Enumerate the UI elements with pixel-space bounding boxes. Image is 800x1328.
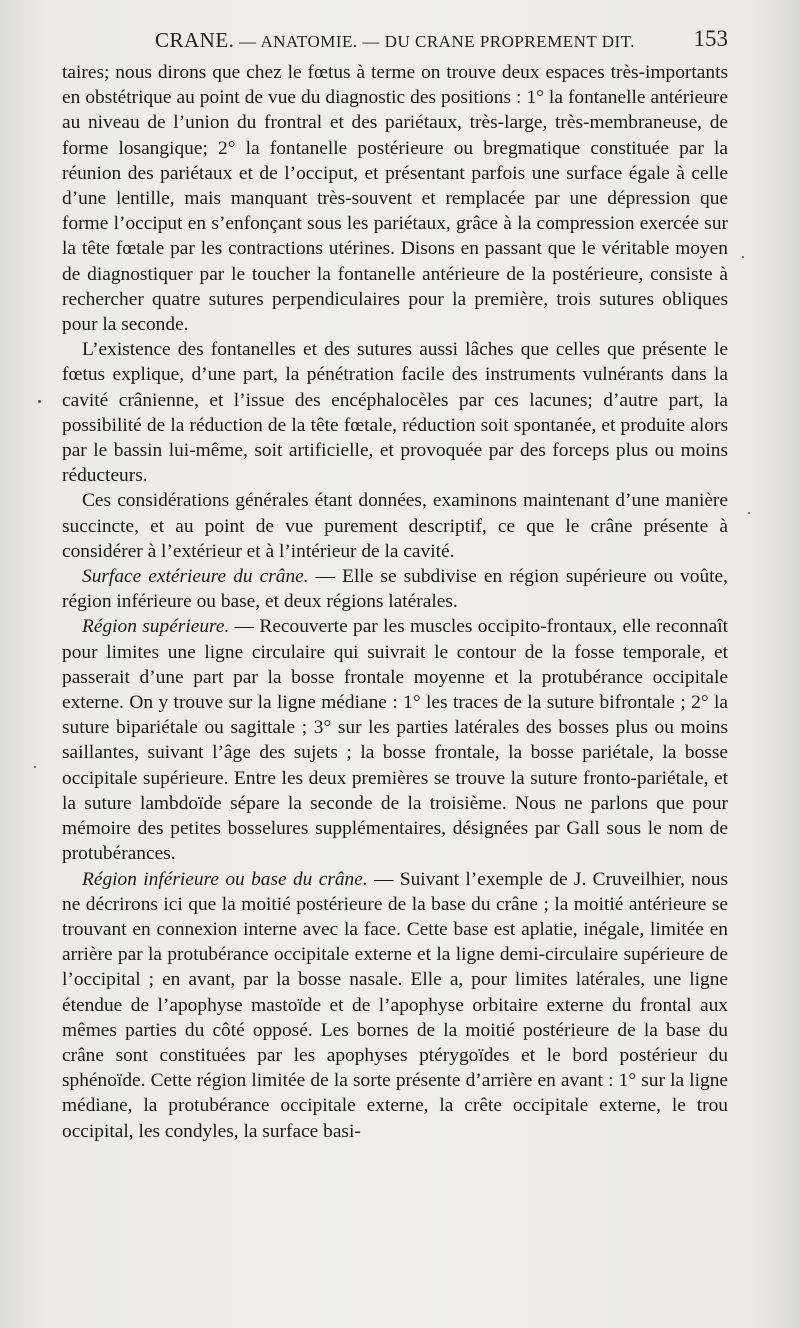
paper-speck (748, 512, 750, 514)
section-heading: Région inférieure ou base du crâne. (82, 868, 368, 890)
running-header (62, 24, 728, 54)
body-text (62, 60, 728, 1144)
paragraph-sutures (62, 337, 728, 488)
page-number: 153 (693, 26, 728, 51)
paragraph-text: taires; nous dirons que chez le fœtus à terme on trouve deux espaces très-importants en obstétrique au point de vue du diagnostic des positions : 1° la fontanelle antérieure au niveau de l’union du frontral et des pariétaux, très-large, très-membraneuse, de forme losangique; 2° la fontanelle postérieure ou bregmatique constituée par la réunion des pariétaux et de l’occiput, et présentant parfois une surface égale à celle d’une lentille, mais manquant très-souvent et remplacée par une dépression que forme l’occiput en s’enfonçant sous les pariétaux, grâce à la compression exercée sur la tête fœtale par les contractions utérines. Disons en passant que le véritable moyen de diagnostiquer par le toucher la fontanelle antérieure de la postérieure, consiste à rechercher quatre sutures perpendiculaires pour la première, trois sutures obliques pour la seconde. (62, 62, 728, 336)
section-heading: Surface extérieure du crâne. (82, 566, 309, 588)
paragraph-text: — Recouverte par les muscles occipito-frontaux, elle reconnaît pour limites une ligne circulaire qui suivrait le contour de la fosse temporale, et passerait d’une part par la bosse frontale moyenne et la protubérance occipitale externe. On y trouve sur la ligne médiane : 1° les traces de la suture bifrontale ; 2° la suture bipariétale ou sagittale ; 3° sur les parties latérales des bosses plus ou moins saillantes, suivant l’âge des sujets ; la bosse frontale, la bosse pariétale, la bosse occipitale supérieure. Entre les deux premières se trouve la suture fronto-pariétale, et la suture lambdoïde sépare la seconde de la troisième. Nous ne parlons que pour mémoire des petites bosselures supplémentaires, désignées par Gall sous le nom de protubérances. (62, 616, 729, 865)
paragraph-region-superieure (62, 614, 728, 866)
paragraph-region-inferieure (62, 867, 728, 1144)
paragraph-text: L’existence des fontanelles et des sutures aussi lâches que celles que présente le fœtus explique, d’une part, la pénétration facile des instruments vulnérants dans la cavité crânienne, et l’issue des encéphalocèles par ces lacunes; d’autre part, la possibilité de la réduction de la tête fœtale, réduction soit spontanée, et produite alors par le bassin lui-même, soit artificielle, et provoquée par des forceps plus ou moins réducteurs. (62, 339, 728, 487)
running-title-main: CRANE. (154, 28, 235, 52)
paragraph-surface-exterieure (62, 564, 728, 614)
paragraph-text: — Elle se subdivise en région supérieure ou voûte, région inférieure ou base, et deux régions latérales. (62, 566, 728, 613)
paper-speck (38, 400, 41, 403)
paper-speck (742, 256, 744, 258)
section-heading: Région supérieure. (82, 616, 230, 638)
paragraph-text: — Suivant l’exemple de J. Cruveilhier, nous ne décrirons ici que la moitié postérieure de la base du crâne ; la moitié antérieure se trouvant en connexion interne avec la face. Cette base est aplatie, inégale, limitée en arrière par la protubérance occipitale externe et la ligne demi-circulaire supérieure de l’occipital ; en avant, par la bosse nasale. Elle a, pour limites latérales, une ligne étendue de l’apophyse mastoïde et de l’apophyse orbitaire externe du frontal aux mêmes parties du côté opposé. Les bornes de la moitié postérieure de la base du crâne sont constituées par les apophyses ptérygoïdes et le bord postérieur du sphénoïde. Cette région limitée de la sorte présente d’arrière en avant : 1° sur la ligne médiane, la protubérance occipitale externe, la crête occipitale externe, le trou occipital, les condyles, la surface basi- (62, 868, 728, 1142)
paragraph-text: Ces considérations générales étant données, examinons maintenant d’une manière succincte, et au point de vue purement descriptif, ce que le crâne présente à considérer à l’extérieur et à l’intérieur de la cavité. (62, 490, 728, 562)
paragraph-considerations (62, 488, 728, 564)
running-title-rest: — ANATOMIE. — DU CRANE PROPREMENT DIT. (234, 32, 636, 51)
paragraph-fontanelles (62, 60, 728, 337)
paper-speck (34, 766, 36, 768)
running-title (62, 28, 728, 53)
